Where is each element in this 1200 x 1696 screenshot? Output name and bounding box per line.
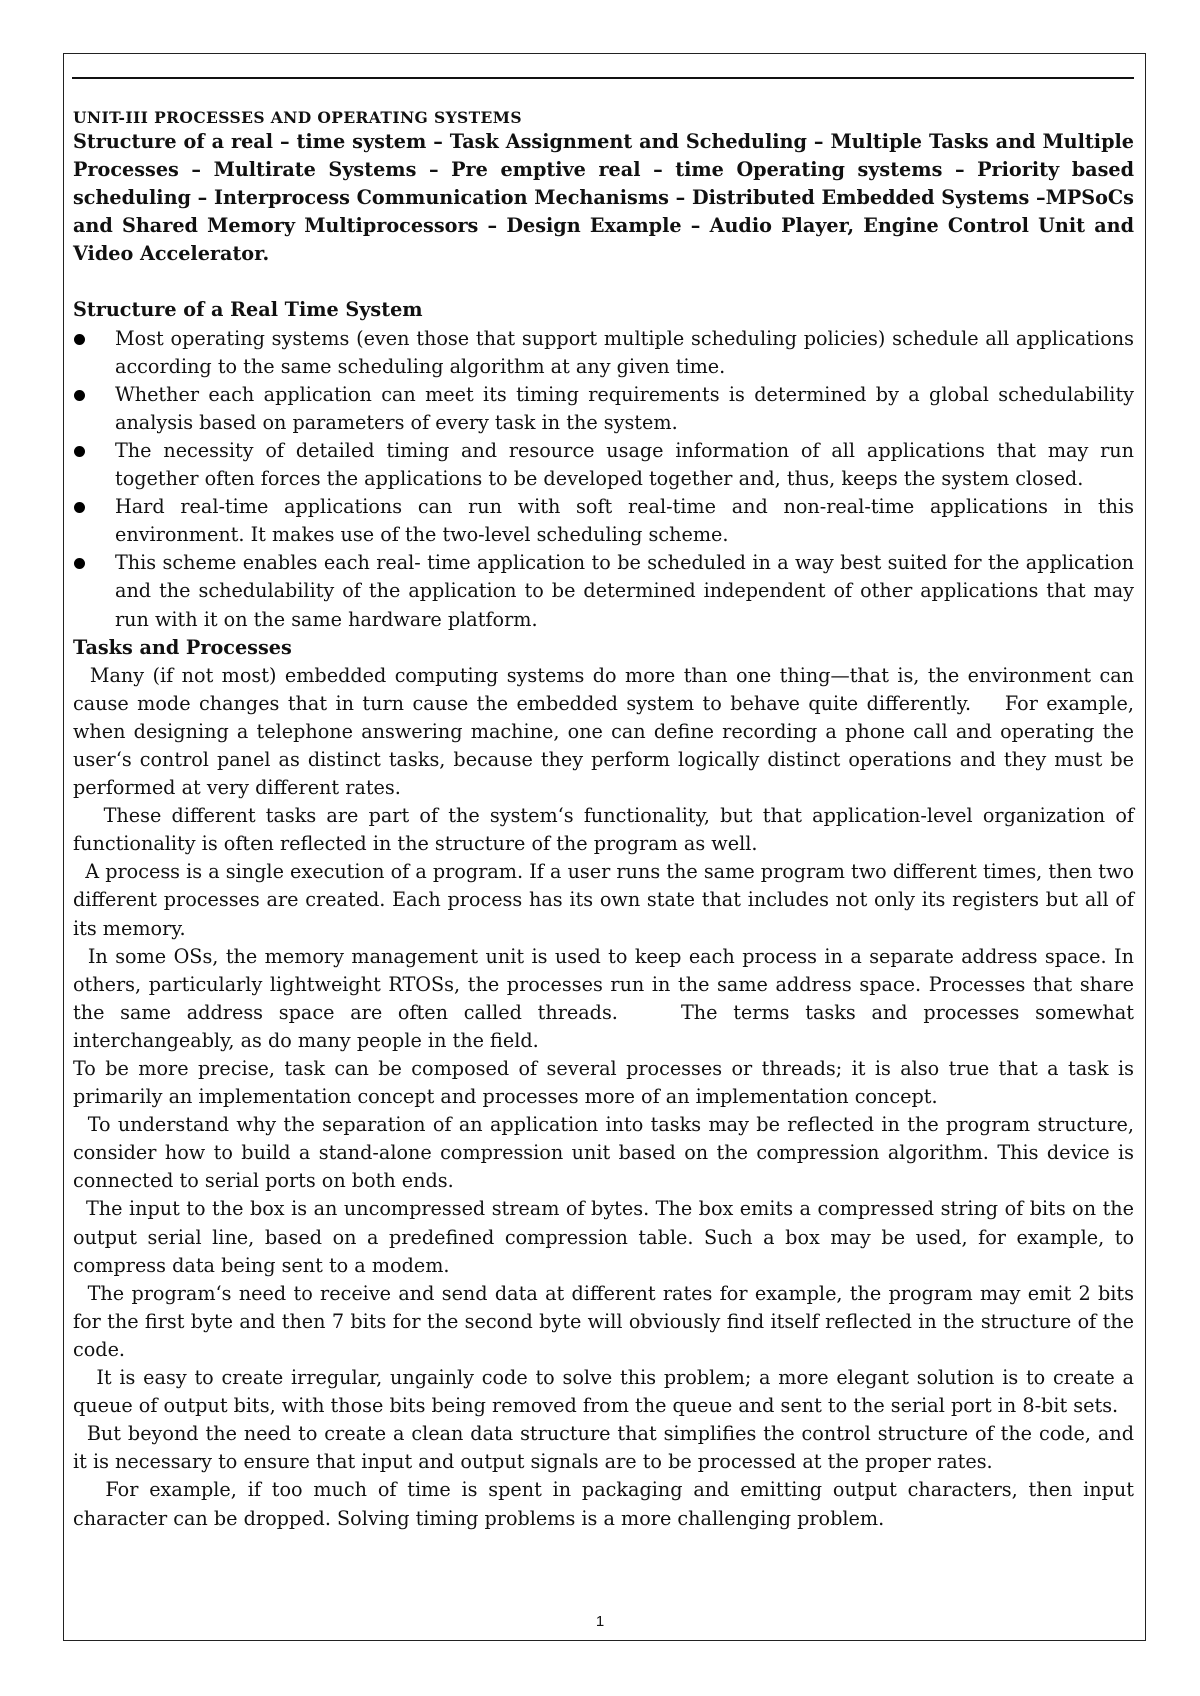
paragraph: To be more precise, task can be composed of several processes or threads; it is also true that a task is primarily an implementation concept and processes more of an implementation concept. bbox=[73, 1057, 1134, 1109]
section-heading-structure: Structure of a Real Time System bbox=[73, 298, 423, 322]
header-rule bbox=[72, 77, 1134, 79]
list-item bbox=[73, 381, 1134, 437]
document-body bbox=[73, 108, 1134, 1533]
list-item bbox=[73, 325, 1134, 381]
list-item bbox=[73, 549, 1134, 633]
structure-bullet-list bbox=[73, 325, 1134, 634]
bullet-icon bbox=[74, 502, 85, 513]
paragraph: These different tasks are part of the system‘s functionality, but that application-level organization of functionality is often reflected in the structure of the program as well. bbox=[73, 804, 1134, 856]
paragraph: In some OSs, the memory management unit is used to keep each process in a separate address space. In others, particularly lightweight RTOSs, the processes run in the same address space. Processes that share the same address space are often called threads. The terms tasks and processes somewhat interchangeably, as do many people in the field. bbox=[73, 944, 1134, 1052]
paragraph: But beyond the need to create a clean data structure that simplifies the control structure of the code, and it is necessary to ensure that input and output signals are to be processed at the proper rates. bbox=[73, 1422, 1134, 1474]
bullet-icon bbox=[74, 334, 85, 345]
paragraph: The program‘s need to receive and send data at different rates for example, the program may emit 2 bits for the first byte and then 7 bits for the second byte will obviously find itself reflected in the structure of the code. bbox=[73, 1281, 1134, 1361]
list-item bbox=[73, 437, 1134, 493]
paragraph: The input to the box is an uncompressed stream of bytes. The box emits a compressed string of bits on the output serial line, based on a predefined compression table. Such a box may be used, for example, to compress data being sent to a modem. bbox=[73, 1197, 1134, 1277]
section-gap bbox=[73, 268, 1134, 296]
bullet-icon bbox=[74, 390, 85, 401]
bullet-text: Whether each application can meet its timing requirements is determined by a global schedulability analysis based on parameters of every task in the system. bbox=[115, 382, 1134, 434]
bullet-text: This scheme enables each real- time application to be scheduled in a way best suited for the application and the schedulability of the application to be determined independent of other applications that may run with it on the same hardware platform. bbox=[115, 551, 1134, 631]
paragraph: To understand why the separation of an application into tasks may be reflected in the program structure, consider how to build a stand-alone compression unit based on the compression algorithm. This device is connected to serial ports on both ends. bbox=[73, 1113, 1134, 1193]
bullet-icon bbox=[74, 446, 85, 457]
bullet-text: Hard real-time applications can run with soft real-time and non-real-time applications in this environment. It makes use of the two-level scheduling scheme. bbox=[115, 495, 1134, 547]
section-heading-tasks: Tasks and Processes bbox=[73, 635, 292, 659]
paragraph: It is easy to create irregular, ungainly code to solve this problem; a more elegant solution is to create a queue of output bits, with those bits being removed from the queue and sent to the serial port in 8-bit sets. bbox=[73, 1366, 1134, 1418]
bullet-text: The necessity of detailed timing and resource usage information of all applications that may run together often forces the applications to be developed together and, thus, keeps the system closed. bbox=[115, 438, 1134, 491]
syllabus-topics: Structure of a real – time system – Task Assignment and Scheduling – Multiple Tasks and Multiple Processes – Multirate Systems – Pre emptive real – time Operating systems – Priority based scheduling – Interprocess Communication Mechanisms – Distributed Embedded Systems –MPSoCs and Shared Memory Multiprocessors – Design Example – Audio Player, Engine Control Unit and Video Accelerator. bbox=[73, 130, 1134, 266]
page-number: 1 bbox=[595, 1613, 605, 1630]
unit-title: UNIT-III PROCESSES AND OPERATING SYSTEMS bbox=[73, 108, 522, 127]
paragraph: Many (if not most) embedded computing systems do more than one thing—that is, the environment can cause mode changes that in turn cause the embedded system to behave quite differently. For example, when designing a telephone answering machine, one can define recording a phone call and operating the user‘s control panel as distinct tasks, because they perform logically distinct operations and they must be performed at very different rates. bbox=[73, 663, 1134, 800]
list-item bbox=[73, 493, 1134, 549]
paragraph: For example, if too much of time is spent in packaging and emitting output characters, then input character can be dropped. Solving timing problems is a more challenging problem. bbox=[73, 1478, 1134, 1530]
paragraph: A process is a single execution of a program. If a user runs the same program two different times, then two different processes are created. Each process has its own state that includes not only its registers but all of its memory. bbox=[73, 860, 1134, 940]
bullet-text: Most operating systems (even those that support multiple scheduling policies) schedule all applications according to the same scheduling algorithm at any given time. bbox=[115, 326, 1134, 378]
bullet-icon bbox=[74, 558, 85, 569]
